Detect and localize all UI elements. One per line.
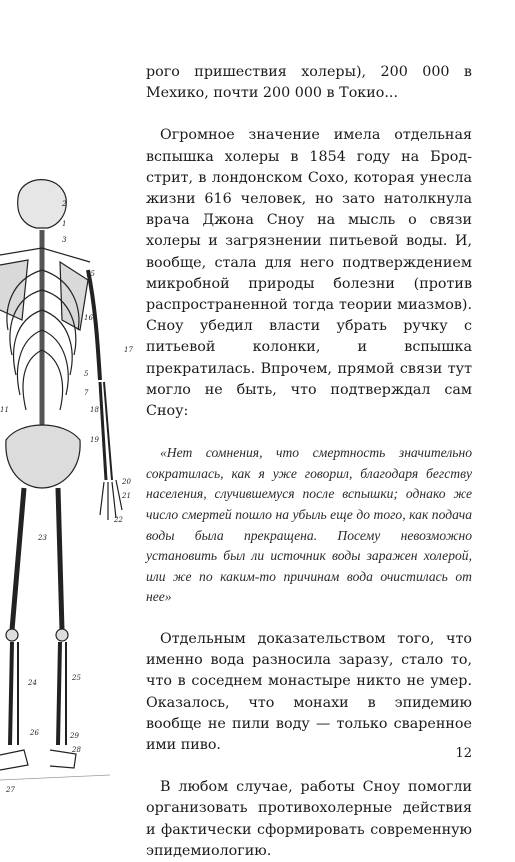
figure-label: 17	[124, 346, 133, 354]
figure-label: 25	[72, 674, 81, 682]
page-number: 12	[455, 746, 472, 761]
figure-label: 26	[30, 729, 39, 737]
figure-label: 16	[84, 314, 93, 322]
figure-label: 27	[6, 786, 15, 794]
figure-label: 5	[84, 370, 89, 378]
figure-label: 24	[28, 679, 37, 687]
figure-label: 29	[70, 732, 79, 740]
figure-label: 7	[84, 389, 89, 397]
figure-label: 15	[86, 270, 95, 278]
figure-label: 21	[122, 492, 131, 500]
paragraph: рого пришествия холеры), 200 000 в Мехико, почти 200 000 в Токио...	[146, 64, 472, 102]
figure-label: 2	[62, 200, 67, 208]
figure-label: 11	[0, 406, 9, 414]
block-quote: «Нет сомнения, что смертность значительно сократилась, как я уже говорил, благодаря бегству населения, случившемуся после вспышки; однако же число смертей пошло на убыль еще до того, как подача воды была прекращена. Посему невозможно установить был ли источник воды заражен холерой, или же по каким-то причинам вода очистилась от нее»	[146, 445, 472, 605]
figure-label: 19	[90, 436, 99, 444]
figure-label: 3	[62, 236, 67, 244]
figure-label: 18	[90, 406, 99, 414]
paragraph: Отдельным доказательством того, что именно вода разносила заразу, стало то, что в соседнем монастыре никто не умер. Оказалось, что монахи в эпидемию вообще не пили воду — только сваренное ими пиво.	[146, 631, 472, 754]
figure-label: 22	[114, 516, 123, 524]
figure-label: 20	[122, 478, 131, 486]
body-text	[146, 62, 472, 862]
paragraph: Огромное значение имела отдельная вспышка холеры в 1854 году на Брод-стрит, в лондонском Сохо, которая унесла жизни 616 человек, но зато натолкнула врача Джона Сноу на мысль о связи холеры и загрязнении питьевой воды. И, вообще, стала для него подтверждением микробной природы болезни (против распространенной тогда теории миазмов). Сноу убедил власти убрать ручку с питьевой колонки, и вспышка прекратилась. Впрочем, прямой связи тут могло не быть, что подтверждал сам Сноу:	[146, 127, 472, 420]
figure-label: 23	[38, 534, 47, 542]
figure-label: 1	[62, 220, 67, 228]
figure-label: 28	[72, 746, 81, 754]
paragraph: В любом случае, работы Сноу помогли организовать противохолерные действия и фактически сформировать современную эпидемиологию.	[146, 779, 472, 859]
skeleton-illustration	[0, 170, 150, 800]
